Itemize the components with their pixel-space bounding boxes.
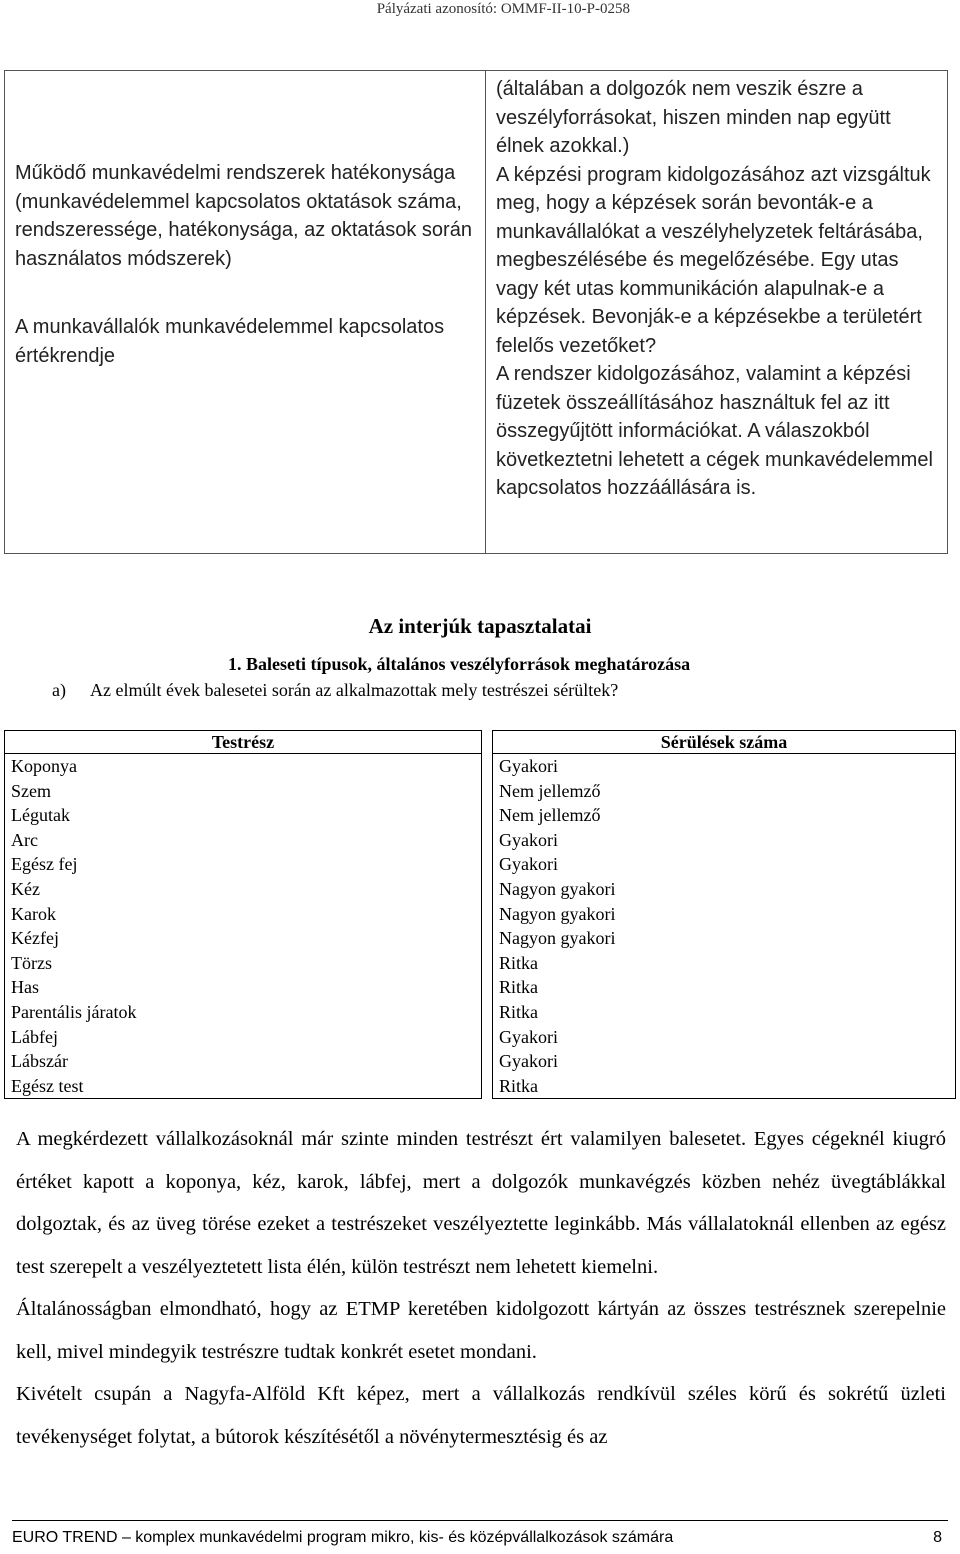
project-id: Pályázati azonosító: OMMF-II-10-P-0258	[376, 1, 630, 17]
question-text: Az elmúlt évek balesetei során az alkalmazottak mely testrészei sérültek?	[90, 680, 619, 700]
paragraph: Általánosságban elmondható, hogy az ETMP keretében kidolgozott kártyán az összes testrésznek szerepelnie kell, mivel mindegyik testrészre tudtak konkrét esetet mondani.	[16, 1298, 946, 1363]
table-row	[5, 975, 956, 1000]
topic-item: A munkavállalók munkavédelemmel kapcsolatos értékrendje	[15, 316, 445, 367]
body-part-cell: Egész test	[5, 1074, 482, 1099]
injury-count-cell: Ritka	[493, 951, 956, 976]
column-gap	[482, 731, 493, 754]
body-part-cell: Kéz	[5, 877, 482, 902]
column-gap	[482, 975, 493, 1000]
injury-count-cell: Gyakori	[493, 1025, 956, 1050]
page-header	[0, 0, 960, 26]
page-footer	[12, 1520, 948, 1547]
injury-table-header	[5, 731, 956, 754]
body-part-cell: Kézfej	[5, 926, 482, 951]
body-part-cell: Arc	[5, 828, 482, 853]
injury-count-cell: Gyakori	[493, 1049, 956, 1074]
table-row	[5, 951, 956, 976]
header-injury-count: Sérülések száma	[493, 731, 956, 754]
body-part-cell: Egész fej	[5, 852, 482, 877]
body-part-cell: Parentális járatok	[5, 1000, 482, 1025]
table-row	[5, 852, 956, 877]
body-part-cell: Lábfej	[5, 1025, 482, 1050]
column-gap	[482, 902, 493, 927]
description-item: A rendszer kidolgozásához, valamint a képzési füzetek összeállításához használtuk fel az itt összegyűjtött információkat. A válaszokból következtetni lehetett a cégek munkavédelemmel kapcsolatos hozzáállására is.	[496, 363, 933, 499]
table-row	[5, 1025, 956, 1050]
injury-count-cell: Nem jellemző	[493, 779, 956, 804]
body-part-cell: Törzs	[5, 951, 482, 976]
topic-item: Működő munkavédelmi rendszerek hatékonysága (munkavédelemmel kapcsolatos oktatások száma, rendszeressége, hatékonysága, az oktatások során használatos módszerek)	[15, 162, 472, 270]
body-text	[16, 1118, 946, 1458]
column-gap	[482, 1000, 493, 1025]
column-gap	[482, 852, 493, 877]
header-body-part: Testrész	[5, 731, 482, 754]
methodology-description-cell	[486, 71, 948, 554]
table-row	[5, 877, 956, 902]
table-row	[5, 1074, 956, 1099]
column-gap	[482, 951, 493, 976]
column-gap	[482, 926, 493, 951]
section-title: Az interjúk tapasztalatai	[368, 614, 592, 638]
question-label: a)	[52, 680, 66, 700]
column-gap	[482, 803, 493, 828]
injury-count-cell: Nem jellemző	[493, 803, 956, 828]
injury-table	[4, 730, 956, 1099]
section-subtitle: 1. Baleseti típusok, általános veszélyforrások meghatározása	[228, 654, 691, 674]
body-part-cell: Koponya	[5, 754, 482, 779]
injury-count-cell: Ritka	[493, 1000, 956, 1025]
injury-count-cell: Nagyon gyakori	[493, 926, 956, 951]
table-row	[5, 803, 956, 828]
injury-count-cell: Nagyon gyakori	[493, 877, 956, 902]
injury-count-cell: Gyakori	[493, 754, 956, 779]
table-row	[5, 926, 956, 951]
body-part-cell: Lábszár	[5, 1049, 482, 1074]
column-gap	[482, 1049, 493, 1074]
column-gap	[482, 828, 493, 853]
paragraph: A megkérdezett vállalkozásoknál már szinte minden testrészt ért valamilyen balesetet. Egyes cégeknél kiugró értéket kapott a koponya, kéz, karok, lábfej, mert a dolgozók munkavégzés közben nehéz üvegtáblákkal dolgoztak, és az üveg törése ezeket a testrészeket veszélyeztette leginkább. Más vállalatoknál ellenben az egész test szerepelt a veszélyeztetett lista élén, külön testrészt nem lehetett kiemelni.	[16, 1128, 946, 1278]
page-number: 8	[933, 1529, 942, 1546]
description-item: A képzési program kidolgozásához azt vizsgáltuk meg, hogy a képzések során bevonták-e a munkavállalókat a veszélyhelyzetek feltárásába, megbeszélésébe és megelőzésébe. Egy utas vagy két utas kommunikáción alapulnak-e a képzések. Bevonják-e a képzésekbe a területért felelős vezetőket?	[496, 163, 931, 357]
table-row	[5, 779, 956, 804]
body-part-cell: Has	[5, 975, 482, 1000]
table-row	[5, 754, 956, 779]
methodology-topics-cell	[5, 71, 486, 554]
paragraph: Kivételt csupán a Nagyfa-Alföld Kft képez, mert a vállalkozás rendkívül széles körű és sokrétű üzleti tevékenységet folytat, a bútorok készítésétől a növénytermesztésig és az	[16, 1383, 946, 1448]
body-part-cell: Légutak	[5, 803, 482, 828]
footer-text: EURO TREND – komplex munkavédelmi program mikro, kis- és középvállalkozások számára	[12, 1529, 674, 1546]
column-gap	[482, 779, 493, 804]
injury-count-cell: Ritka	[493, 1074, 956, 1099]
table-row	[5, 902, 956, 927]
body-part-cell: Szem	[5, 779, 482, 804]
injury-count-cell: Gyakori	[493, 852, 956, 877]
table-row	[5, 828, 956, 853]
column-gap	[482, 1025, 493, 1050]
body-part-cell: Karok	[5, 902, 482, 927]
methodology-table	[4, 70, 948, 554]
injury-count-cell: Ritka	[493, 975, 956, 1000]
description-item: (általában a dolgozók nem veszik észre a veszélyforrásokat, hiszen minden nap együtt élnek azokkal.)	[496, 78, 891, 157]
table-row	[5, 1049, 956, 1074]
injury-count-cell: Nagyon gyakori	[493, 902, 956, 927]
column-gap	[482, 754, 493, 779]
column-gap	[482, 877, 493, 902]
table-row	[5, 1000, 956, 1025]
injury-count-cell: Gyakori	[493, 828, 956, 853]
column-gap	[482, 1074, 493, 1099]
